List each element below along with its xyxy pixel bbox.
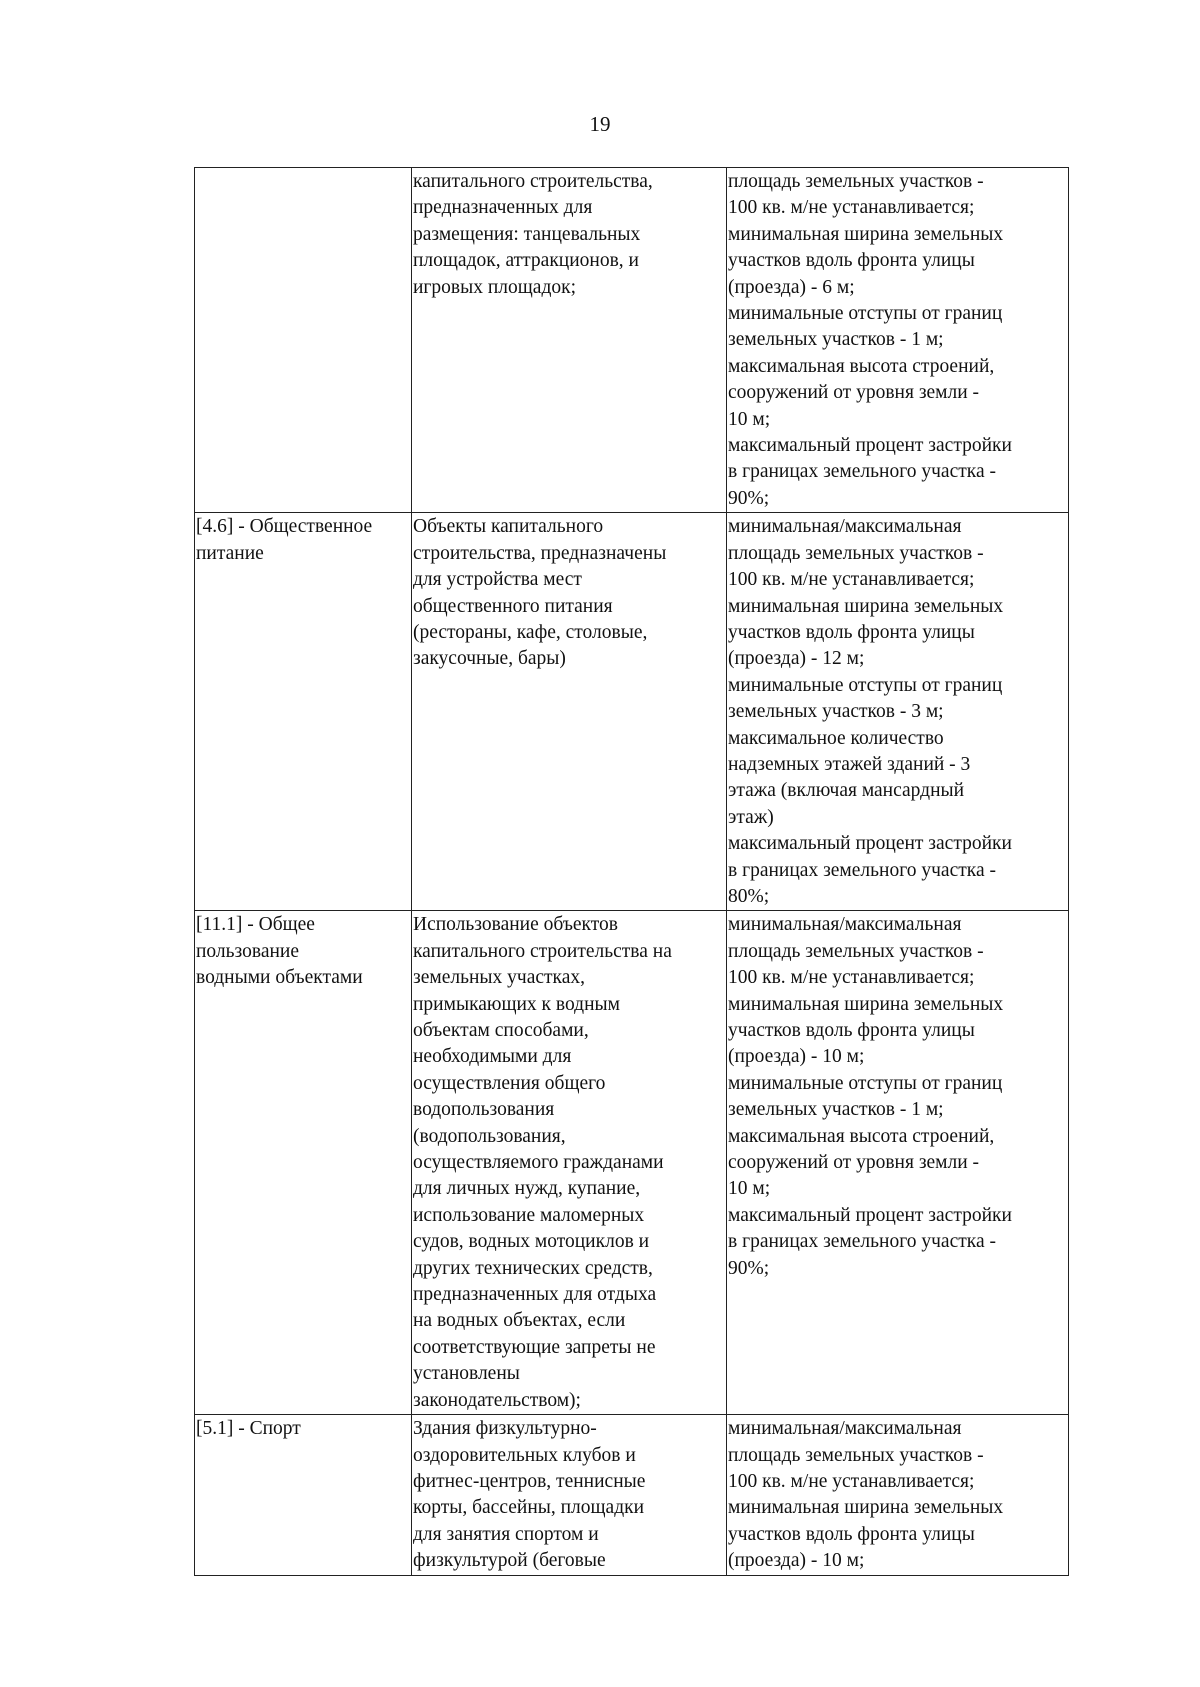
cell-text-line: установлены: [413, 1363, 520, 1385]
cell-text-line: размещения: танцевальных: [413, 223, 641, 245]
cell-text-line: сооружений от уровня земли -: [728, 1152, 980, 1174]
cell-text-line: 80%;: [728, 885, 770, 907]
cell-text-line: примыкающих к водным: [413, 993, 620, 1015]
cell-text-line: площадь земельных участков -: [728, 171, 984, 192]
cell-text-line: капитального строительства,: [413, 171, 653, 192]
cell-text-line: максимальный процент застройки: [728, 435, 1012, 457]
cell-text-line: площадь земельных участков -: [728, 1444, 984, 1466]
cell-text-line: этажа (включая мансардный: [728, 780, 965, 802]
cell-text-line: пользование: [196, 940, 300, 962]
cell-text-line: [5.1] - Спорт: [196, 1418, 301, 1440]
cell-text-line: минимальные отступы от границ: [728, 674, 1003, 696]
cell-text-line: земельных участках,: [413, 967, 585, 989]
cell-text-line: осуществления общего: [413, 1072, 606, 1094]
cell-text-line: предназначенных для: [413, 197, 593, 219]
cell-text-line: соответствующие запреты не: [413, 1336, 656, 1358]
cell-text-line: для личных нужд, купание,: [413, 1178, 641, 1200]
table-body: [195, 168, 1069, 1576]
cell-text-line: (проезда) - 6 м;: [728, 276, 855, 298]
cell-text-line: земельных участков - 1 м;: [728, 1099, 944, 1121]
cell-text-line: 100 кв. м/не устанавливается;: [728, 569, 975, 591]
cell-text-line: в границах земельного участка -: [728, 461, 996, 483]
land-use-regulations-table: [194, 167, 1069, 1576]
permitted-use-description-cell: [412, 911, 727, 1415]
cell-text-line: объектам способами,: [413, 1020, 589, 1041]
cell-text-line: участков вдоль фронта улицы: [728, 250, 975, 272]
parameters-cell: [727, 1415, 1069, 1575]
cell-text-line: минимальная ширина земельных: [728, 993, 1004, 1015]
cell-text-line: игровых площадок;: [413, 276, 577, 298]
cell-text-line: минимальная ширина земельных: [728, 223, 1004, 245]
cell-text-line: минимальные отступы от границ: [728, 1072, 1003, 1094]
cell-text-line: закусочные, бары): [413, 648, 566, 670]
cell-text-line: 100 кв. м/не устанавливается;: [728, 967, 975, 989]
cell-text-line: максимальная высота строений,: [728, 355, 995, 377]
cell-text-line: максимальная высота строений,: [728, 1125, 995, 1147]
cell-text-line: площадок, аттракционов, и: [413, 250, 639, 272]
cell-text-line: фитнес-центров, теннисные: [413, 1470, 646, 1492]
table-row: [195, 1415, 1069, 1575]
parameters-cell: [727, 911, 1069, 1415]
cell-text-line: минимальная/максимальная: [728, 1418, 962, 1440]
cell-text-line: (проезда) - 10 м;: [728, 1046, 865, 1068]
parameters-cell: [727, 168, 1069, 513]
cell-text-line: корты, бассейны, площадки: [413, 1497, 645, 1519]
cell-text-line: минимальная ширина земельных: [728, 1497, 1004, 1519]
land-use-type-cell: [195, 513, 412, 911]
cell-text-line: площадь земельных участков -: [728, 940, 984, 962]
cell-text-line: капитального строительства на: [413, 940, 672, 962]
cell-text-line: 100 кв. м/не устанавливается;: [728, 1470, 975, 1492]
cell-text-line: земельных участков - 3 м;: [728, 701, 944, 723]
cell-text-line: Здания физкультурно-: [413, 1418, 597, 1440]
cell-text-line: (рестораны, кафе, столовые,: [413, 621, 648, 643]
cell-text-line: (водопользования,: [413, 1125, 566, 1147]
land-use-type-cell: [195, 911, 412, 1415]
permitted-use-description-cell: [412, 513, 727, 911]
cell-text-line: других технических средств,: [413, 1257, 653, 1279]
cell-text-line: сооружений от уровня земли -: [728, 382, 980, 404]
cell-text-line: [11.1] - Общее: [196, 914, 315, 936]
cell-text-line: (проезда) - 12 м;: [728, 648, 865, 670]
land-use-type-cell: [195, 1415, 412, 1575]
cell-text-line: Объекты капитального: [413, 516, 604, 538]
cell-text-line: на водных объектах, если: [413, 1310, 626, 1332]
cell-text-line: участков вдоль фронта улицы: [728, 1020, 975, 1041]
permitted-use-description-cell: [412, 168, 727, 513]
page-number: 19: [589, 112, 611, 136]
cell-text-line: максимальный процент застройки: [728, 1204, 1012, 1226]
table-row: [195, 513, 1069, 911]
cell-text-line: участков вдоль фронта улицы: [728, 1523, 975, 1545]
cell-text-line: необходимыми для: [413, 1046, 572, 1068]
cell-text-line: осуществляемого гражданами: [413, 1152, 664, 1174]
cell-text-line: 90%;: [728, 487, 770, 509]
cell-text-line: минимальная/максимальная: [728, 914, 962, 936]
cell-text-line: строительства, предназначены: [413, 542, 667, 564]
cell-text-line: надземных этажей зданий - 3: [728, 753, 971, 775]
land-use-type-cell: [195, 168, 412, 513]
cell-text-line: использование маломерных: [413, 1204, 645, 1226]
cell-text-line: законодательством);: [413, 1389, 581, 1411]
cell-text-line: для устройства мест: [413, 569, 582, 591]
table-row: [195, 168, 1069, 513]
table-row: [195, 911, 1069, 1415]
cell-text-line: минимальная ширина земельных: [728, 595, 1004, 617]
cell-text-line: (проезда) - 10 м;: [728, 1550, 865, 1572]
cell-text-line: максимальное количество: [728, 727, 944, 749]
cell-text-line: этаж): [728, 806, 774, 828]
cell-text-line: 100 кв. м/не устанавливается;: [728, 197, 975, 219]
cell-text-line: Использование объектов: [413, 914, 618, 936]
cell-text-line: в границах земельного участка -: [728, 859, 996, 881]
cell-text-line: земельных участков - 1 м;: [728, 329, 944, 351]
parameters-cell: [727, 513, 1069, 911]
cell-text-line: 10 м;: [728, 408, 771, 430]
cell-text-line: минимальная/максимальная: [728, 516, 962, 538]
cell-text-line: физкультурой (беговые: [413, 1550, 606, 1572]
cell-text-line: 10 м;: [728, 1178, 771, 1200]
cell-text-line: минимальные отступы от границ: [728, 303, 1003, 325]
cell-text-line: [4.6] - Общественное: [196, 516, 373, 538]
cell-text-line: предназначенных для отдыха: [413, 1284, 657, 1306]
cell-text-line: водными объектами: [196, 967, 363, 989]
cell-text-line: судов, водных мотоциклов и: [413, 1231, 650, 1253]
cell-text-line: максимальный процент застройки: [728, 833, 1012, 855]
cell-text-line: 90%;: [728, 1257, 770, 1279]
cell-text-line: общественного питания: [413, 595, 613, 617]
cell-text-line: оздоровительных клубов и: [413, 1444, 636, 1466]
cell-text-line: в границах земельного участка -: [728, 1231, 996, 1253]
cell-text-line: питание: [196, 542, 264, 564]
permitted-use-description-cell: [412, 1415, 727, 1575]
cell-text-line: участков вдоль фронта улицы: [728, 621, 975, 643]
cell-text-line: водопользования: [413, 1099, 555, 1121]
cell-text-line: площадь земельных участков -: [728, 542, 984, 564]
cell-text-line: для занятия спортом и: [413, 1523, 599, 1545]
